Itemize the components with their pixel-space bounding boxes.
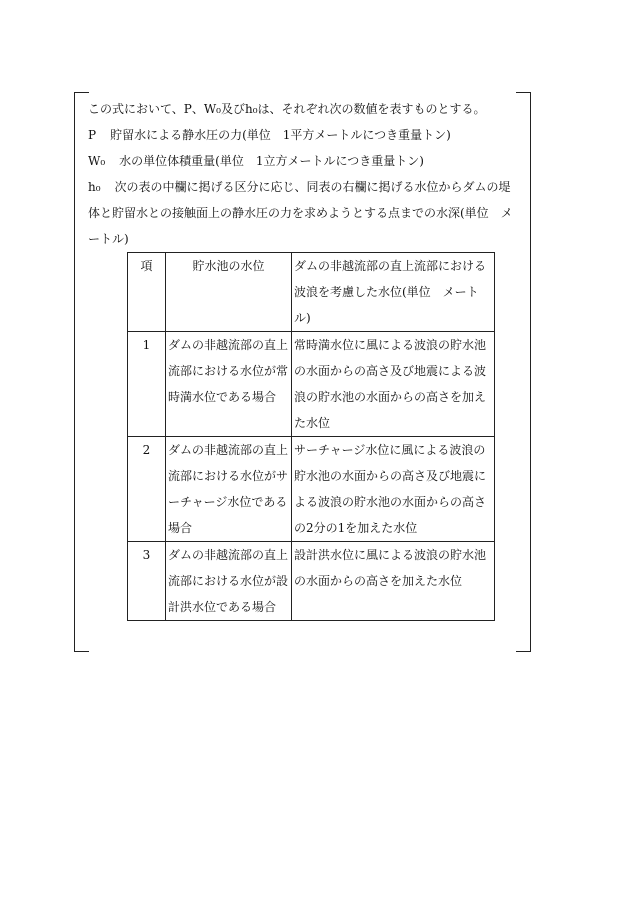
definition-p xyxy=(88,122,518,148)
table-header-row xyxy=(128,253,495,332)
water-level-table xyxy=(127,252,495,621)
definition-symbol: h₀ xyxy=(88,180,101,194)
header-cell: 貯水池の水位 xyxy=(166,253,292,332)
definition-text: 水の単位体積重量(単位 1立方メートルにつき重量トン) xyxy=(119,154,424,168)
header-cell: 項 xyxy=(128,253,166,332)
row-number: 1 xyxy=(128,332,166,437)
row-condition: ダムの非越流部の直上流部における水位が常時満水位である場合 xyxy=(166,332,292,437)
table-row xyxy=(128,437,495,542)
table-row xyxy=(128,542,495,621)
row-number: 2 xyxy=(128,437,166,542)
table-row xyxy=(128,332,495,437)
definition-text: 次の表の中欄に掲げる区分に応じ、同表の右欄に掲げる水位からダムの堤体と貯留水との接触面上の静水圧の力を求めようとする点までの水深(単位 メートル) xyxy=(88,180,513,246)
row-number: 3 xyxy=(128,542,166,621)
definition-h0 xyxy=(78,174,518,252)
right-bracket xyxy=(516,92,531,652)
header-cell: ダムの非越流部の直上流部における波浪を考慮した水位(単位 メートル) xyxy=(292,253,495,332)
definition-text: 貯留水による静水圧の力(単位 1平方メートルにつき重量トン) xyxy=(110,128,451,142)
intro-text: この式において、P、W₀及びh₀は、それぞれ次の数値を表すものとする。 xyxy=(88,102,486,116)
row-level: 常時満水位に風による波浪の貯水池の水面からの高さ及び地震による波浪の貯水池の水面からの高さを加えた水位 xyxy=(292,332,495,437)
row-condition: ダムの非越流部の直上流部における水位が設計洪水位である場合 xyxy=(166,542,292,621)
definition-w0 xyxy=(88,148,518,174)
row-condition: ダムの非越流部の直上流部における水位がサーチャージ水位である場合 xyxy=(166,437,292,542)
definition-symbol: W₀ xyxy=(88,154,106,168)
row-level: 設計洪水位に風による波浪の貯水池の水面からの高さを加えた水位 xyxy=(292,542,495,621)
document-body xyxy=(88,96,518,252)
row-level: サーチャージ水位に風による波浪の貯水池の水面からの高さ及び地震による波浪の貯水池の水面からの高さの2分の1を加えた水位 xyxy=(292,437,495,542)
definition-symbol: P xyxy=(88,128,97,142)
